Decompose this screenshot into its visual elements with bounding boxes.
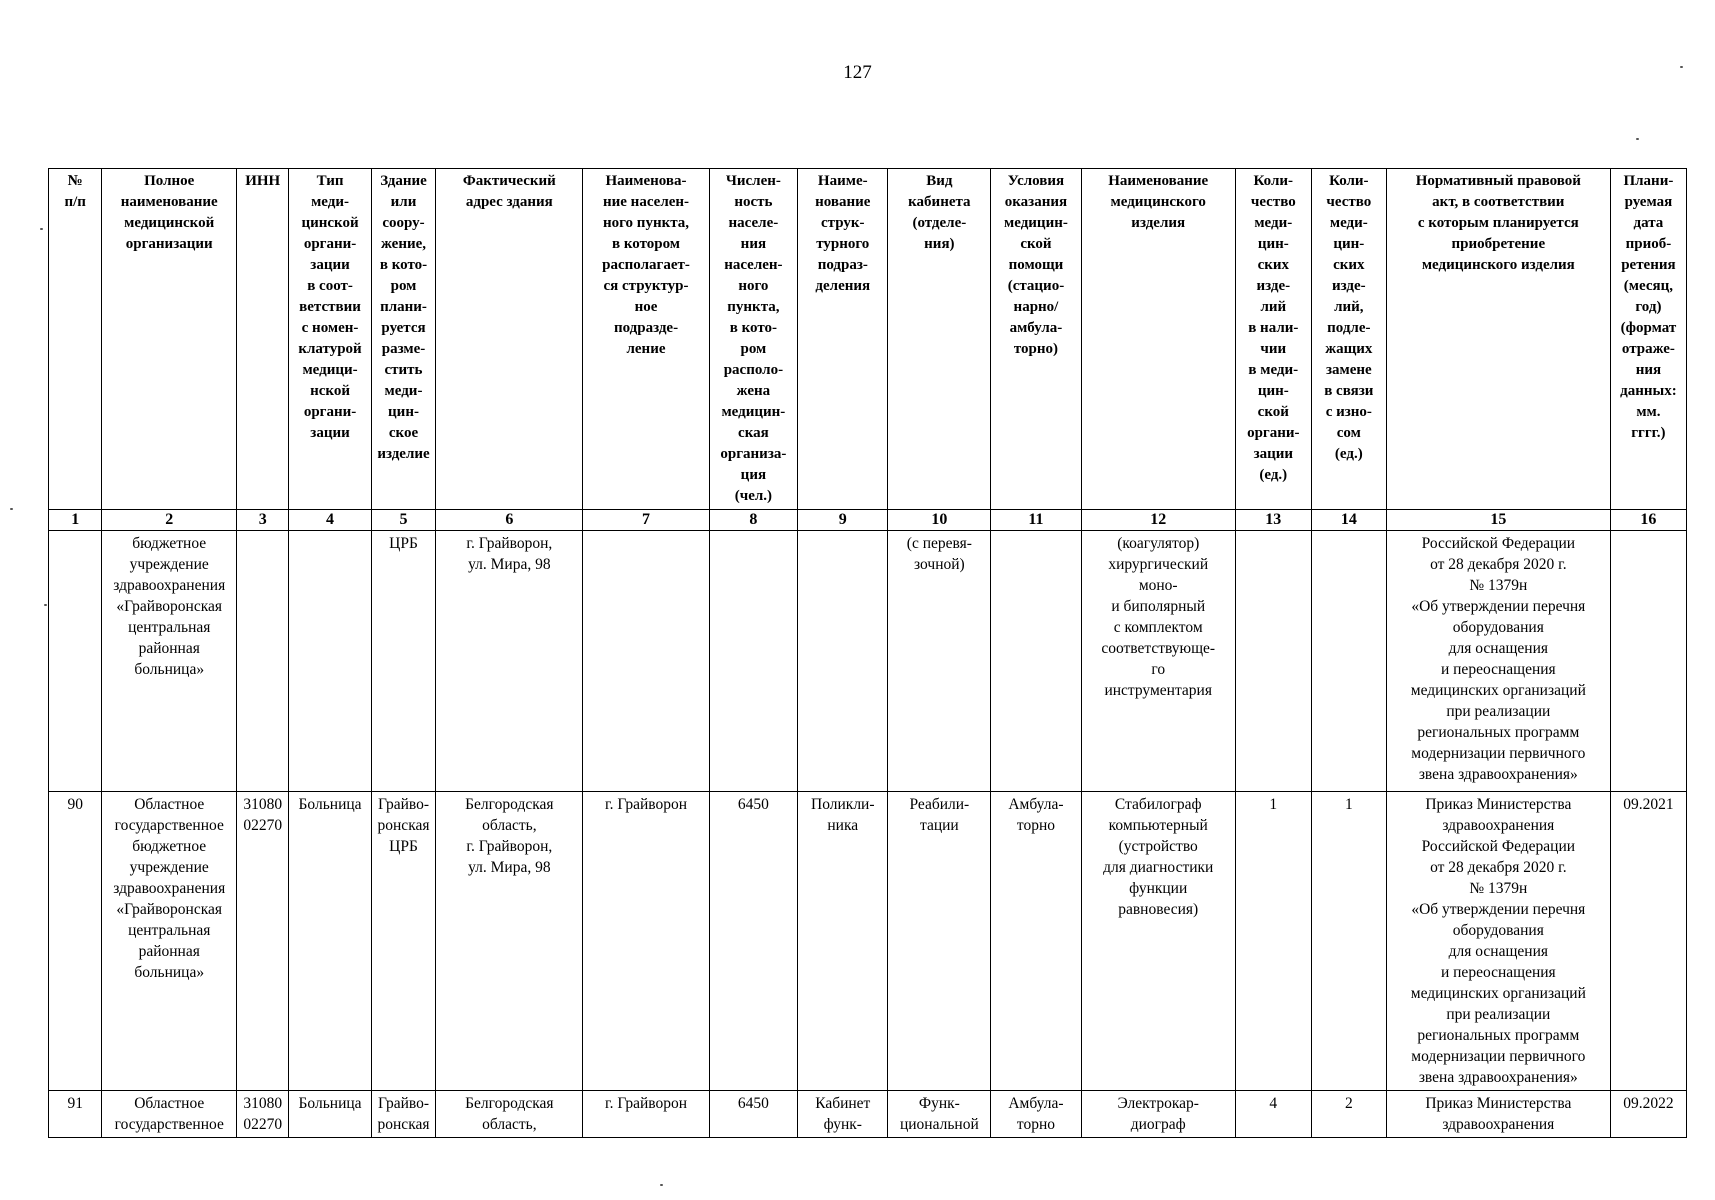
column-number: 15 [1386,510,1610,531]
column-number: 4 [289,510,371,531]
cell-inn: 31080 02270 [237,1091,289,1138]
cell-org-type [289,531,371,792]
column-number: 13 [1235,510,1311,531]
cell-building: Грайво- ронская [371,1091,436,1138]
cell-unit: Кабинет функ- [798,1091,888,1138]
cell-qty-replace: 2 [1311,1091,1386,1138]
cell-qty-have: 4 [1235,1091,1311,1138]
cell-address: Белгородская область, г. Грайворон, ул. Мира, 98 [436,792,583,1091]
header-cell: Коли- чество меди- цин- ских изде- лий в нали- чии в меди- цин- ской органи- зации (ед.) [1235,169,1311,510]
header-cell: Полное наименование медицинской организации [102,169,237,510]
header-cell: Числен- ность населе- ния населен- ного пункта, в кото- ром располо- жена медицин- ская организа- ция (чел.) [709,169,797,510]
cell-qty-have [1235,531,1311,792]
cell-building: Грайво- ронская ЦРБ [371,792,436,1091]
cell-legal-act: Приказ Министерства здравоохранения [1386,1091,1610,1138]
scan-speck [44,604,47,606]
cell-qty-have: 1 [1235,792,1311,1091]
cell-conditions: Амбула- торно [991,1091,1081,1138]
cell-cabinet: (с перевя- зочной) [888,531,991,792]
scan-speck [10,508,13,510]
cell-org-type: Больница [289,792,371,1091]
cell-inn [237,531,289,792]
column-number: 5 [371,510,436,531]
column-number: 9 [798,510,888,531]
cell-device: Электрокар- диограф [1081,1091,1235,1138]
cell-date [1610,531,1686,792]
cell-unit [798,531,888,792]
header-cell: Плани- руемая дата приоб- ретения (месяц, год) (формат отраже- ния данных: мм. гггг.) [1610,169,1686,510]
cell-organization: бюджетное учреждение здравоохранения «Грайворонская центральная районная больница» [102,531,237,792]
cell-qty-replace: 1 [1311,792,1386,1091]
cell-number [49,531,102,792]
cell-org-type: Больница [289,1091,371,1138]
column-number: 16 [1610,510,1686,531]
table-row [49,792,1687,1091]
column-number: 14 [1311,510,1386,531]
column-number: 6 [436,510,583,531]
cell-settlement [583,531,709,792]
cell-cabinet: Функ- циональной [888,1091,991,1138]
scan-speck [660,1184,663,1186]
cell-address: Белгородская область, [436,1091,583,1138]
cell-date: 09.2021 [1610,792,1686,1091]
column-number: 2 [102,510,237,531]
column-number: 12 [1081,510,1235,531]
cell-address: г. Грайворон, ул. Мира, 98 [436,531,583,792]
cell-organization: Областное государственное [102,1091,237,1138]
column-number: 1 [49,510,102,531]
cell-number: 90 [49,792,102,1091]
table-row-continued [49,531,1687,792]
cell-settlement: г. Грайворон [583,1091,709,1138]
header-cell: Наименова- ние населен- ного пункта, в котором располагает- ся структур- ное подразде- ление [583,169,709,510]
scan-speck [1680,66,1683,68]
header-cell: Нормативный правовой акт, в соответствии с которым планируется приобретение медицинского изделия [1386,169,1610,510]
header-cell: Тип меди- цинской органи- зации в соот- ветствии с номен- клатурой медици- нской органи- зации [289,169,371,510]
cell-number: 91 [49,1091,102,1138]
column-number: 10 [888,510,991,531]
cell-date: 09.2022 [1610,1091,1686,1138]
column-number: 8 [709,510,797,531]
cell-population: 6450 [709,1091,797,1138]
equipment-table [48,168,1687,1138]
cell-building: ЦРБ [371,531,436,792]
scan-speck [40,228,43,230]
scan-speck [1636,138,1639,140]
header-cell: Вид кабинета (отделе- ния) [888,169,991,510]
header-cell: № п/п [49,169,102,510]
cell-conditions [991,531,1081,792]
column-number: 3 [237,510,289,531]
header-cell: Наиме- нование струк- турного подраз- деления [798,169,888,510]
cell-device: (коагулятор) хирургический моно- и биполярный с комплектом соответствующе- го инструментария [1081,531,1235,792]
cell-legal-act: Российской Федерации от 28 декабря 2020 г. № 1379н «Об утверждении перечня оборудования для оснащения и переоснащения медицинских организаций при реализации региональных программ модернизации первичного звена здравоохранения» [1386,531,1610,792]
header-cell: Условия оказания медицин- ской помощи (стацио- нарно/ амбула- торно) [991,169,1081,510]
table-row [49,1091,1687,1138]
header-cell: Коли- чество меди- цин- ских изде- лий, подле- жащих замене в связи с изно- сом (ед.) [1311,169,1386,510]
cell-cabinet: Реабили- тации [888,792,991,1091]
cell-settlement: г. Грайворон [583,792,709,1091]
page-number: 127 [843,62,872,83]
column-number: 11 [991,510,1081,531]
cell-qty-replace [1311,531,1386,792]
cell-population [709,531,797,792]
cell-device: Стабилограф компьютерный (устройство для диагностики функции равновесия) [1081,792,1235,1091]
cell-population: 6450 [709,792,797,1091]
header-cell: Фактический адрес здания [436,169,583,510]
cell-conditions: Амбула- торно [991,792,1081,1091]
column-number: 7 [583,510,709,531]
table-header-row [49,169,1687,510]
cell-unit: Поликли- ника [798,792,888,1091]
cell-inn: 31080 02270 [237,792,289,1091]
header-cell: ИНН [237,169,289,510]
header-cell: Наименование медицинского изделия [1081,169,1235,510]
header-cell: Здание или соору- жение, в кото- ром плани- руется разме- стить меди- цин- ское изделие [371,169,436,510]
cell-legal-act: Приказ Министерства здравоохранения Российской Федерации от 28 декабря 2020 г. № 1379н «Об утверждении перечня оборудования для оснащения и переоснащения медицинских организаций при реализации региональных программ модернизации первичного звена здравоохранения» [1386,792,1610,1091]
column-number-row [49,510,1687,531]
cell-organization: Областное государственное бюджетное учреждение здравоохранения «Грайворонская центральная районная больница» [102,792,237,1091]
